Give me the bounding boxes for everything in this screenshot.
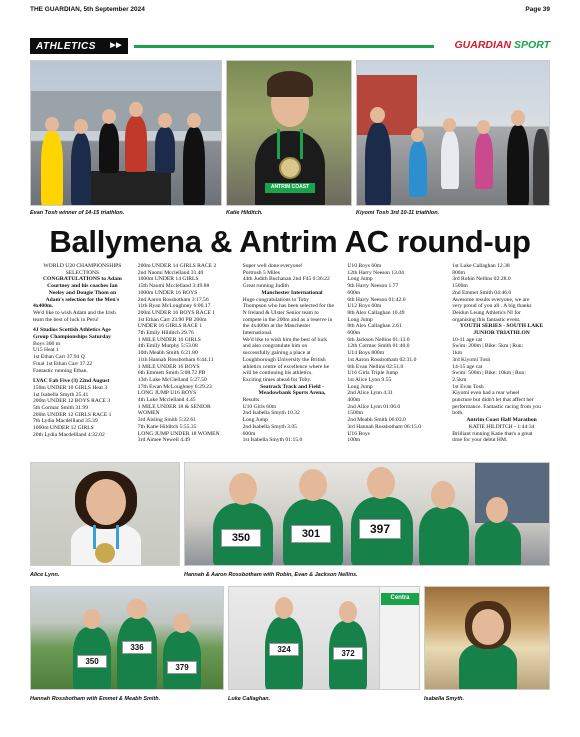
caption-hannah-emmet-meabh: Hannah Rossbotham with Emmet & Meabh Smith. [30,696,161,702]
col4-line: Long Jump [347,383,373,390]
col4-line: 6th Evan Nellins 02:51.0 [347,363,404,370]
col2-line: 11th Ryan McLoughney 6:06.17 [137,303,211,310]
col5-line: 1st Evan Tosh [452,383,484,390]
col3-line: Seatrack Track and Field - [260,383,324,390]
col3-line: U10 Girls 60m [242,403,277,410]
col1-line: Courtney and his coaches Ian [47,283,118,290]
page-number: Page 39 [525,6,550,13]
brand-a: GUARDIAN [454,39,512,51]
column-2 [138,263,237,443]
col4-line: U14 Boys 800m [347,350,385,357]
photo-kiyomi-tosh [356,60,550,206]
col2-line: 200m UNDER 14 GIRLS RACE 2 [137,263,217,269]
col1-line: LVAC Fab Five (3) 22nd August [33,378,110,385]
col1-line: CONGRATULATIONS to Adam [43,276,122,283]
col5-line: Swim: 200m | Bike: 5km | Run: [452,343,524,350]
col3-line: Great running Judith [242,283,289,290]
photo-katie-hilditch [226,60,352,206]
col3-line: N Ireland & Ulster Senior team to [242,309,319,316]
bib-324: 324 [269,643,299,656]
col5-line: Antrim Coast Half Marathon [466,417,537,424]
article-body [33,263,551,443]
col3-line: Huge congratulations to Toby [242,296,310,303]
col2-line: 1 MILE UNDER 16 GIRLS [137,336,201,343]
column-1 [33,263,132,443]
photo-evan-tosh [30,60,222,206]
col4-line: U16 Girls Triple Jump [347,370,398,377]
col5-line: JUNIOR TRIATHLON [473,330,530,337]
col5-line: 3rd Robin Nellins 02:28.0 [452,276,511,283]
section-rule [134,45,434,48]
col4-line: 6th Harry Neeson 01:42.0 [347,296,406,303]
caption-luke-callaghan: Luke Callaghan. [228,696,271,702]
section-bar [30,38,550,56]
photo-isabella-smyth [424,586,550,690]
bib-379: 379 [167,661,197,674]
col3-line: We'd like to wish him the best of luck [242,336,328,343]
col5-line: 10-11 age cat [452,336,483,343]
column-4 [347,263,446,443]
col5-line: Awesome results everyone, we are [452,296,530,303]
col1-line: 5th Cormac Smith 31.99 [33,405,89,412]
col4-line: Long Jump [347,276,373,283]
col1-line: Boys 300 m [33,340,61,347]
col4-line: 2nd Meabh Smith 06:03.0 [347,417,406,424]
col2-line: 10th Meabh Smith 6:21.80 [137,350,198,357]
caption-katie-hilditch: Katie Hilditch. [226,210,263,216]
col4-line: 600m [347,289,361,296]
col3-line: Super well done everyone! [242,263,303,269]
col5-line: very proud of you all . A big thanks [452,303,532,310]
col1-line: 7th Lydia Macdellland 35.39 [33,418,98,425]
photo-luke-callaghan [228,586,420,690]
col4-line: 3rd Hannah Rossbotham 06:15.0 [347,423,422,430]
brand-b: SPORT [514,39,550,51]
col1-line: Fantastic running Ethan. [33,367,88,374]
col1-line: Neeley and Dougie Thom on [48,289,117,296]
col2-line: 1000m UNDER 16 BOYS [137,289,198,296]
col4-line: 2nd Alice Lynn 01:06.0 [347,403,401,410]
col4-line: U16 Boys [347,430,370,437]
col5-line: 800m [452,269,465,276]
bib-397: 397 [359,519,401,539]
col3-line: Portrush 5 Miles [242,269,280,276]
bib-372: 372 [333,647,363,660]
col5-line: 1st Luke Callaghan 12.38 [452,263,510,269]
col5-line: Deidun Leung Athletics NI for [452,309,521,316]
col1-line: 150m UNDER 10 GIRLS Heat 3 [33,384,108,391]
col3-line: 600m [242,430,256,437]
col5-line: puncture but didn't let that affect her [452,397,534,404]
col1-line: U15 Heat 1 [33,347,59,354]
col4-line: Long Jump [347,316,373,323]
col2-line: UNDER 16 GIRLS RACE 1 [137,323,203,330]
col2-line: LONG JUMP UNDER 18 WOMEN [137,430,220,437]
col1-line: SELECTIONS [65,269,100,276]
page-header [30,4,550,16]
col5-line: YOUTH SERIES - SOUTH LAKE [459,323,544,330]
photo-group-five [184,462,550,566]
brand-logo [455,39,551,51]
col1-line: 4J Studios Scottish Athletics Age [33,327,111,334]
col2-line: 2nd Naomi Mcclelland 31.40 [137,269,204,276]
section-tag [30,38,128,54]
col1-line: 1st Isabella Smyth 25.41 [33,391,89,398]
col3-line: Manchester International [261,289,323,296]
col3-line: Results [242,397,260,404]
col2-line: 15th Naomi Mcclelland 3:49.88 [137,283,210,290]
col3-line: 44th Judith Buchanan 2nd F45 0:36:22 [242,276,330,283]
bib-350: 350 [77,655,107,668]
bib-336: 336 [122,641,152,654]
col4-line: 8th Alex Callaghan 10.49 [347,309,405,316]
caption-isabella-smyth: Isabella Smyth. [424,696,465,702]
col2-line: 200m UNDER 16 BOYS RACE 1 [137,309,216,316]
col5-line: 14-15 age cat [452,363,483,370]
section-label: ATHLETICS [36,41,96,52]
col2-line: 4th Emily Murphy 5:53.08 [137,343,198,350]
col5-line: Brilliant running Katie that's a great [452,430,533,437]
col3-line: 1st Isabella Smyth 01:15.0 [242,437,303,443]
col1-line: WORLD U20 CHAMPIONSHIPS [43,263,122,269]
col3-line: International. [242,330,273,337]
col4-line: U10 Boys 60m [347,263,382,269]
col3-line: the 4x400m at the Manchester [242,323,311,330]
col5-line: 1km [452,350,463,357]
col1-line: Group Championships Saturday [33,334,111,341]
col5-line: both. [452,410,464,417]
col5-line: Swim: 500m | Bike: 10km | Run: [452,370,526,377]
paper-date: THE GUARDIAN, 5th September 2024 [30,6,145,13]
col1-line: Final 1st Ethan Carr 37.22 [33,360,93,367]
col3-line: Thompson who has been selected for the [242,303,334,310]
col3-line: Exciting times ahead for Toby. [242,376,312,383]
col4-line: 12th Harry Neeson 13.04 [347,269,404,276]
col4-line: 1st Alice Lynn 9.55 [347,376,392,383]
col2-line: 1st Ethan Carr 23.90 PB 200m [137,316,207,323]
col3-line: 2nd Isabella Smyth 10.32 [242,410,300,417]
col2-line: 17th Ewan McLoughney 6:29.23 [137,383,212,390]
col4-line: 1500m [347,410,363,417]
col3-line: compete in the 200m and as a reserve in [242,316,333,323]
col5-line: time for your debut HM. [452,437,508,443]
col2-line: 3rd Aimee Newell 4.49 [137,437,190,443]
article-headline: Ballymena & Antrim AC round-up [49,224,531,259]
col3-line: athletics centre of excellence where he [242,363,330,370]
col1-line: 1st Ethan Carr 37.94 Q [33,354,85,361]
col2-line: 7th Katie Hilditch 5:55.35 [137,423,197,430]
col1-line: 200m UNDER 12 GIRLS RACE 1 [33,411,112,418]
col2-line: 1 MILE UNDER 18 & SENIOR [137,403,211,410]
col4-line: 12th Cormac Smith 01:40.0 [347,343,410,350]
caption-kiyomi-tosh: Kiyomi Tosh 3rd 10-11 triathlon. [356,210,440,216]
col2-line: LONG JUMP U16 BOYS [137,390,197,397]
bib-350: 350 [221,529,261,547]
photo-hannah-emmet-meabh [30,586,224,690]
col4-line: 9th Harry Neeson 1.77 [347,283,399,290]
col1-line: 4x400m. [33,303,54,310]
col4-line: 2nd Alice Lynn 4.31 [347,390,394,397]
photo-alice-lynn [30,462,180,566]
col1-line: team the best of luck in Peru! [33,316,99,323]
double-chevron-icon: ▶▶ [110,42,122,49]
col2-line: 7th Emily Hilditch 29.76 [137,330,194,337]
caption-group-five: Hannah & Aaron Rossbotham with Robin, Evan & Jackson Nellins. [184,572,358,578]
col2-line: 11th Hannah Rossbotham 6:44.11 [137,356,214,363]
col4-line: 600m [347,330,361,337]
column-5 [452,263,551,443]
col4-line: 100m [347,437,361,443]
col2-line: 3rd Aisling Smith 5:22.61 [137,417,196,424]
col4-line: 6th Jackson Nellins 01:13.0 [347,336,410,343]
col3-line: Meadowbank Sports Arena, [258,390,326,397]
col2-line: 13th Luke McClelland 5:27.50 [137,376,207,383]
col5-line: 3rd Kiyomi Tosh [452,356,491,363]
bib-301: 301 [291,525,331,543]
col4-line: 8th Alex Callaghan 2.61 [347,323,402,330]
col1-line: 20th Lydia Macdellland 4:32.02 [33,431,105,438]
col5-line: KATIE HILDITCH - 1:44:34 [468,423,535,430]
banner-sign: Centra [381,593,419,605]
col2-line: 1000m UNDER 14 GIRLS [137,276,199,283]
col5-line: 2nd Emmet Smith 04:46.0 [452,289,512,296]
column-3 [243,263,342,443]
col5-line: Kiyomi even had a rear wheel [452,390,520,397]
col3-line: and also congratulate him on [242,343,308,350]
medal-sign: ANTRIM COAST [265,183,315,193]
col1-line: We'd like to wish Adam and the Irish [33,309,116,316]
col5-line: organising this fantastic event. [452,316,521,323]
col4-line: 400m [347,397,361,404]
caption-evan-tosh: Evan Tosh winner of 14-15 triathlon. [30,210,125,216]
caption-alice-lynn: Alice Lynn. [30,572,60,578]
col2-line: 1 MILE UNDER 16 BOYS [137,363,200,370]
col1-line: Adam's selection for the Men's [45,296,120,303]
col4-line: 1st Aaron Rossbotham 02:31.0 [347,356,417,363]
col3-line: 2nd Isabella Smyth 3.05 [242,423,297,430]
col1-line: 200m UNDER 12 BOYS RACE 3 [33,398,111,405]
col2-line: 4th Luke Mcclelland 4.45 [137,397,196,404]
col3-line: Long Jump [242,417,268,424]
col5-line: 2.5km [452,376,467,383]
col2-line: 6th Emmett Smith 5:08.72 PB [137,370,206,377]
col4-line: U12 Boys 60m [347,303,382,310]
col3-line: successfully gaining a place at [242,350,311,357]
col2-line: WOMEN [137,410,160,417]
col3-line: will be continuing his athletics. [242,370,313,377]
col2-line: 2nd Aaron Rossbotham 3:17.56 [137,296,209,303]
col5-line: performance. Fantastic racing from you [452,403,541,410]
col1-line: 1000m UNDER 12 GIRLS [33,425,94,432]
col3-line: Loughborough University the British [242,356,326,363]
col5-line: 1500m [452,283,468,290]
